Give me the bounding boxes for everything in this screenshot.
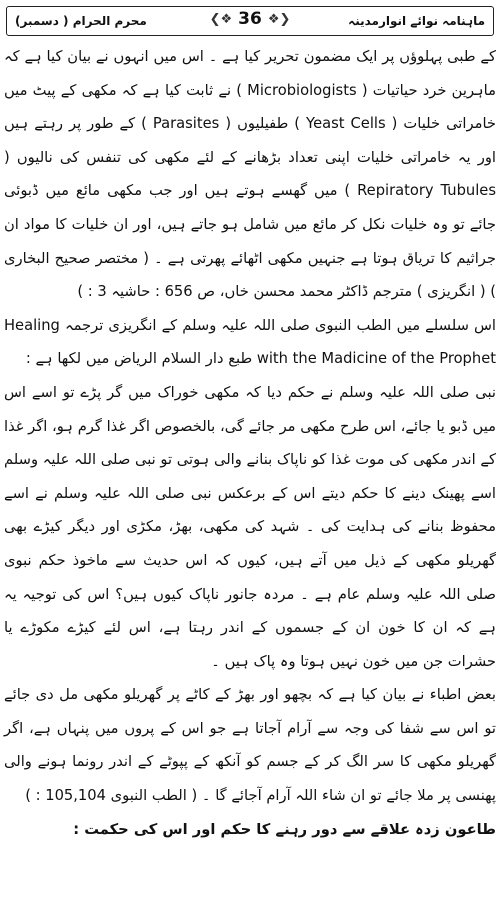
page-number-box [210, 9, 291, 29]
right-ornament-icon: ❖❯ [267, 11, 291, 27]
header-date: محرم الحرام ( دسمبر) [15, 14, 147, 28]
paragraph-3: نبی صلی اللہ علیہ وسلم نے حکم دیا کہ مکھی خوراک میں گر پڑے تو اسے اس میں ڈبو یا جائے، اس طرح مکھی مر جائے گی، بالخصوص اگر غذا گرم ہو، اگر غذا کے اندر مکھی کی موت غذا کو ناپاک بنانے والی ہوتی تو نبی صلی اللہ علیہ وسلم اسے پھینک دینے کا حکم دیتے اس کے برعکس نبی صلی اللہ علیہ وسلم نے اسے محفوظ بنانے کی ہدایت کی ۔ شہد کی مکھی، بھڑ، مکڑی اور دیگر کیڑے بھی گھریلو مکھی کے ذیل میں آتے ہیں، کیوں کہ اس حدیث سے ماخوذ حکم نبوی صلی اللہ علیہ وسلم عام ہے ۔ مردہ جانور ناپاک کیوں ہیں؟ اس کی توجیہ یہ ہے کہ ان کا خون ان کے جسموں کے اندر رہتا ہے، اس لئے کیڑے مکوڑے یا حشرات جن میں خون نہیں ہوتا وہ پاک ہیں ۔ [4, 383, 496, 670]
page-header [6, 6, 494, 36]
paragraph-4: بعض اطباء نے بیان کیا ہے کہ بچھو اور بھڑ کے کاٹے پر گھریلو مکھی مل دی جائے تو اس سے شفا کی وجہ سے آرام آجاتا ہے جو اس کے پروں میں پنہاں ہے، اگر گھریلو مکھی کا سر الگ کر کے جسم کو آنکھ کے پپوٹے کے اندر رونما ہونے والی پھنسی پر ملا جائے تو ان شاء اللہ آرام آجائے گا ۔ ( الطب النبوی 105,104 : ) [4, 686, 496, 805]
paragraph-2: اس سلسلے میں الطب النبوی صلی اللہ علیہ وسلم کے انگریزی ترجمہ Healing with the Madicine of the Prophet طبع دار السلام الریاض میں لکھا ہے : [4, 316, 496, 368]
section-heading: طاعون زدہ علاقے سے دور رہنے کا حکم اور اس کی حکمت : [73, 820, 496, 838]
paragraph-1: کے طبی پہلوؤں پر ایک مضمون تحریر کیا ہے ۔ اس میں انہوں نے بیان کیا ہے کہ ماہرین خرد حیاتیات ( Microbiologists ) نے ثابت کیا ہے کہ مکھی کے پیٹ میں خامراتی خلیات ( Yeast Cells ) طفیلیوں ( Parasites ) کے طور پر رہتے ہیں اور یہ خامراتی خلیات اپنی تعداد بڑھانے کے لئے مکھی کی تنفس کی نالیوں ( Repiratory Tubules ) میں گھسے ہوتے ہیں اور جب مکھی مائع میں ڈبوئی جائے تو وہ خلیات نکل کر مائع میں شامل ہو جاتے ہیں، اور ان خلیات کا مواد ان جراثیم کا تریاق ہوتا ہے جنہیں مکھی اٹھائے پھرتی ہے ۔ ( مختصر صحیح البخاری ) ( انگریزی ) مترجم ڈاکٹر محمد محسن خاں، ص 656 : حاشیہ 3 : ) [4, 48, 497, 301]
left-ornament-icon: ❮❖ [209, 11, 233, 27]
article-body [4, 40, 496, 846]
page-number: 36 [238, 9, 262, 29]
magazine-title: ماہنامہ نوائے انوارمدینہ [348, 14, 485, 28]
